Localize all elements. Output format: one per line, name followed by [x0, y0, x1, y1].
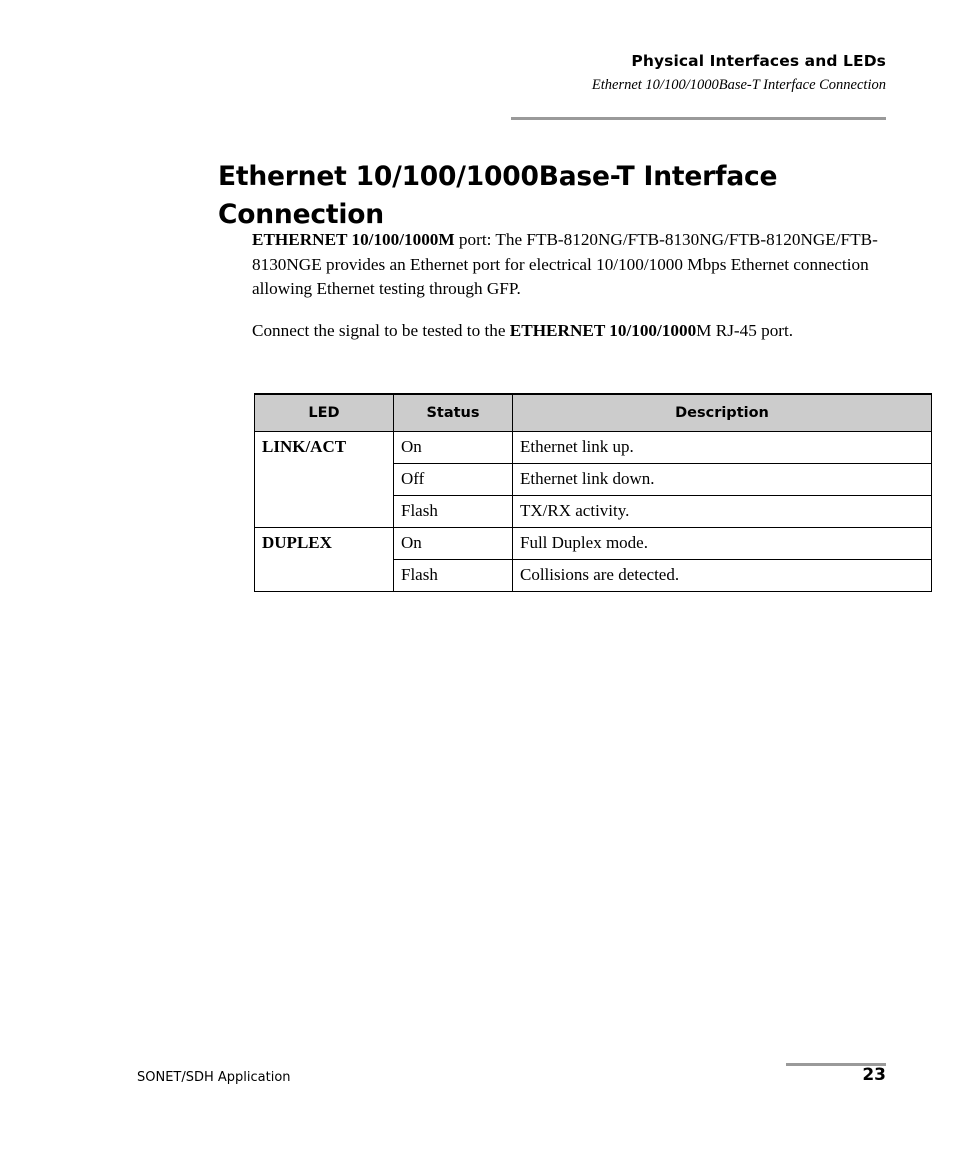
paragraph-2-text: M RJ-45 port. — [696, 321, 794, 341]
column-header-led: LED — [255, 394, 394, 432]
paragraph-2-lead: Connect the signal to be tested to the — [252, 321, 510, 341]
status-value: On — [394, 528, 513, 560]
paragraph-2-bold-mid: ETHERNET 10/100/1000 — [509, 321, 697, 341]
header-title: Physical Interfaces and LEDs — [631, 52, 886, 70]
description-value: TX/RX activity. — [513, 496, 932, 528]
page-title: Ethernet 10/100/1000Base-T Interface Connection — [218, 160, 778, 230]
led-table-container — [254, 393, 886, 592]
paragraph-1-text: port: The FTB-8120NG/FTB-8130NG/FTB-8120NGE/FTB-8130NGE provides an Ethernet port for electrical 10/100/1000 Mbps Ethernet connection allowing Ethernet testing through GFP. — [252, 230, 878, 299]
status-value: Off — [394, 464, 513, 496]
paragraph-port-description — [252, 228, 892, 302]
column-header-status: Status — [394, 394, 513, 432]
description-value: Collisions are detected. — [513, 560, 932, 592]
led-label: DUPLEX — [255, 528, 394, 592]
led-label: LINK/ACT — [255, 432, 394, 528]
header-divider — [511, 117, 886, 120]
footer-document-name: SONET/SDH Application — [137, 1070, 291, 1085]
description-value: Ethernet link down. — [513, 464, 932, 496]
status-value: On — [394, 432, 513, 464]
led-status-table — [254, 393, 932, 592]
paragraph-1-bold-lead: ETHERNET 10/100/1000M — [252, 230, 455, 249]
header-subtitle: Ethernet 10/100/1000Base-T Interface Connection — [591, 77, 886, 93]
description-value: Ethernet link up. — [513, 432, 932, 464]
status-value: Flash — [394, 496, 513, 528]
table-header-row — [255, 394, 932, 432]
table-row — [255, 432, 932, 464]
column-header-description: Description — [513, 394, 932, 432]
status-value: Flash — [394, 560, 513, 592]
footer-page-number: 23 — [862, 1065, 886, 1085]
table-row — [255, 528, 932, 560]
description-value: Full Duplex mode. — [513, 528, 932, 560]
body-text — [252, 228, 892, 344]
paragraph-connect-signal — [252, 319, 892, 344]
page-header — [0, 52, 954, 94]
